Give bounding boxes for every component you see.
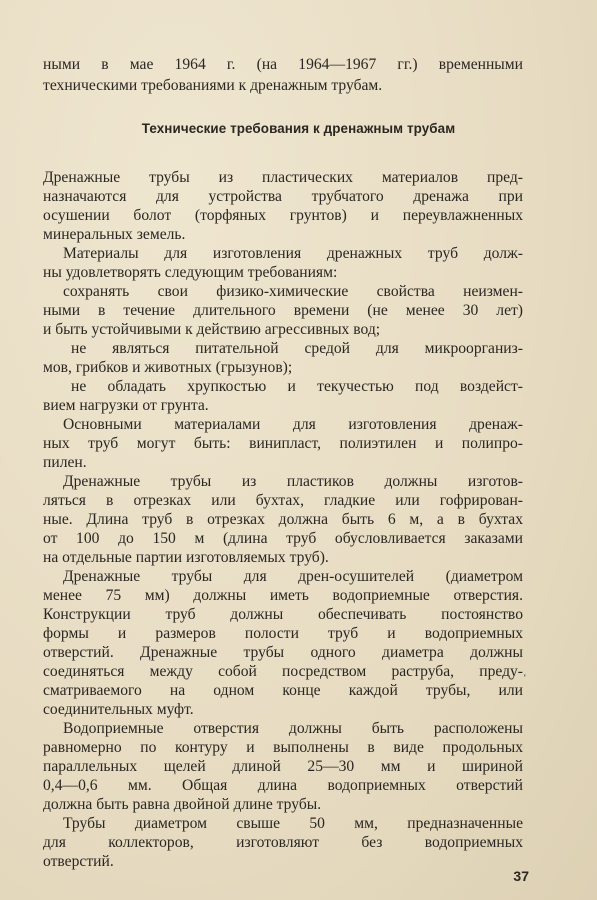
text-line: ляться в отрезках или бухтах, гладкие или гофрирован- [43, 492, 523, 509]
text-line: отверстий. [43, 853, 114, 870]
text-line: Водоприемные отверстия должны быть расположены [63, 720, 523, 737]
text-line: вием нагрузки от грунта. [43, 397, 209, 414]
text-line: равномерно по контуру и выполнены в виде продольных [43, 739, 523, 756]
page-number: 37 [513, 868, 529, 884]
text-line: 0,4—0,6 мм. Общая длина водоприемных отверстий [43, 777, 523, 794]
text-line: формы и размеров полости труб и водоприемных [43, 625, 523, 642]
text-line: и быть устойчивыми к действию агрессивных вод; [43, 321, 381, 338]
text-line: должна быть равна двойной длине трубы. [43, 796, 322, 813]
text-line: минеральных земель. [43, 226, 186, 243]
section-heading: Технические требования к дренажным трубам [141, 121, 456, 136]
margin-mark: ʻ [523, 672, 527, 684]
text-line: Дренажные трубы из пластических материалов пред- [43, 169, 523, 186]
text-line: Дренажные трубы из пластиков должны изготов- [63, 473, 523, 490]
text-line: ными в мае 1964 г. (на 1964—1967 гг.) временными [43, 56, 523, 73]
text-line: ными в течение длительного времени (не менее 30 лет) [43, 302, 523, 319]
text-line: техническими требованиями к дренажным трубам. [43, 77, 383, 94]
text-line: отверстий. Дренажные трубы одного диаметра должны [43, 644, 523, 661]
text-line: пилен. [43, 454, 87, 471]
text-line: осушении болот (торфяных грунтов) и переувлажненных [43, 207, 523, 224]
text-line: мов, грибков и животных (грызунов); [43, 359, 293, 376]
text-line: сохранять свои физико-химические свойства неизмен- [63, 283, 523, 300]
text-line: сматриваемого на одном конце каждой трубы, или [43, 682, 523, 699]
text-line: соединяться между собой посредством раструба, преду- [43, 663, 523, 680]
text-line: ные. Длина труб в отрезках должна быть 6 м, а в бухтах [43, 511, 523, 528]
text-line: Основными материалами для изготовления дренаж- [63, 416, 523, 433]
text-line: Материалы для изготовления дренажных труб долж- [63, 245, 523, 262]
text-line: на отдельные партии изготовляемых труб). [43, 549, 329, 566]
text-line: от 100 до 150 м (длина труб обусловливается заказами [43, 530, 523, 547]
text-line: Конструкции труб должны обеспечивать постоянство [43, 606, 523, 623]
text-line: для коллекторов, изготовляют без водоприемных [43, 834, 523, 851]
text-line: параллельных щелей длиной 25—30 мм и шириной [43, 758, 523, 775]
text-line: не обладать хрупкостью и текучестью под воздейст- [71, 378, 523, 395]
text-line: назначаются для устройства трубчатого дренажа при [43, 188, 523, 205]
text-line: Трубы диаметром свыше 50 мм, предназначенные [63, 815, 523, 832]
text-line: ны удовлетворять следующим требованиям: [43, 264, 338, 281]
text-line: не являться питательной средой для микроорганиз- [71, 340, 523, 357]
text-line: ных труб могут быть: винипласт, полиэтилен и полипро- [43, 435, 523, 452]
text-line: соединительных муфт. [43, 701, 194, 718]
text-line: Дренажные трубы для дрен-осушителей (диаметром [63, 568, 523, 585]
text-line: менее 75 мм) должны иметь водоприемные отверстия. [43, 587, 523, 604]
